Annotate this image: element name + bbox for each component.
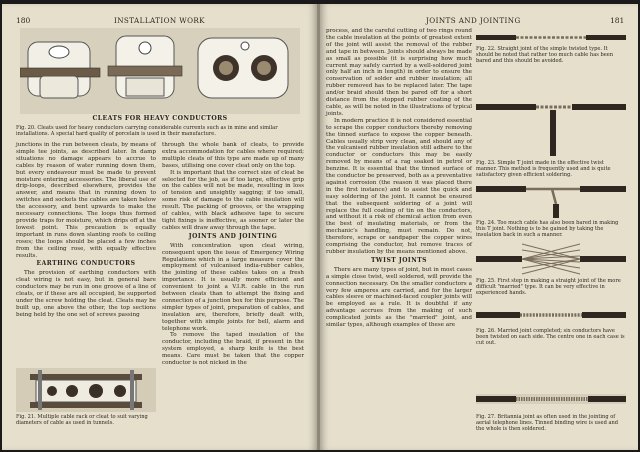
earthing-heading: EARTHING CONDUCTORS xyxy=(36,260,136,268)
right-col1-para1: process, and the careful cutting of two rings round the cable insulation at the points of greatest extent of the joint will assist the removal of the rubber and tape in between. Joints should always be made as small as possible (it is surprising how much current may safely carried by a well-soldered joint only half an inch in length) in order to ensure the conservation of solder and rubber insulation; all rubber removed has to be replaced later. The tape and/or braid should then be pared off for a short distance from the stopped rubber coating of the cable, as will be noted in the illustrations of typical joints. xyxy=(326,28,472,117)
cleat-illustration-2 xyxy=(108,36,182,98)
fig25-caption: Fig. 25. First step in making a straight joint of the more difficult "married" type. It can be very effective in experienced hands. xyxy=(476,278,621,296)
running-head-left: INSTALLATION WORK xyxy=(114,16,205,25)
twist-joints-heading: TWIST JOINTS xyxy=(370,256,428,264)
page-number-left: 180 xyxy=(16,16,31,25)
left-col2-para3: With concentration upon cleat wiring, consequent upon the issue of Emergency Wiring Regulations which in a large measure cover the employment of vulcanised india-rubber cables, the jointing of these cables takes on a fresh importance. It is usually more efficient and convenient to joint a V.I.R. cable in the run between cleats than to attempt the fixing and connection of a junction box for this purpose. The simpler types of joint, preparation of cables, and insulation are, therefore, briefly dealt with, together with simple joints for bell, alarm and telephone work. xyxy=(162,242,304,332)
fig24-illustration xyxy=(476,180,626,218)
fig22-illustration xyxy=(476,30,626,44)
left-col1-para1: junctions in the run between cleats, by means of simple tee joints, as described later. In damp situations no damage appears to accrue to cables by reason of water running down them, but every endeavour must be made to prevent moisture entering accessories. The liberal use of drip-loops, described elsewhere, provides the answer, and means that in running down to switches and sockets the cables are taken below the accessory, and bent upwards to make the necessary connections. The loops thus formed provide traps for moisture, which drips off at the lowest point. This precaution is equally important in runs down slanting roofs to ceiling roses; the loops should be placed a few inches from the ceiling rose, with equally effective results. xyxy=(16,142,156,259)
cleat-illustration-1 xyxy=(20,42,100,98)
left-col2-para2: It is important that the correct size of cleat be selected for the job, as if too large, effective grip on the cables will not be made, resulting in loss of tension and unsightly sagging; if too small, some risk of damage to the cable insulation will result. The packing of grooves, or the wrapping of cables, with black adhesive tape to secure tight fixings is ineffective, as sooner or later the cables will draw away through the tape. xyxy=(162,169,304,231)
left-column-2 xyxy=(162,142,304,367)
left-column-1 xyxy=(16,142,156,319)
fig24-caption: Fig. 24. Too much cable has also been bared in making this T joint. Nothing is to be gained by taking the insulation back in such a manner. xyxy=(476,220,619,238)
fig23-illustration xyxy=(476,72,626,158)
fig21-caption: Fig. 21. Multiple cable rack or cleat to suit varying diameters of cable as used in tunnels. xyxy=(16,414,148,426)
joints-heading: JOINTS AND JOINTING xyxy=(188,232,278,240)
fig26-caption: Fig. 26. Married joint completed; six conductors have been twisted on each side. The centre one in each case is cut out. xyxy=(476,328,625,346)
left-col1-para2: The provision of earthing conductors with cleat wiring is not easy, but in general bare conductors may be run in one groove of a line of cleats, or if these are all occupied, be supported under the screw holding the cleat. Cleats may be built up, one above the other, the top sections being held by the one set of screws passing xyxy=(16,270,156,318)
fig26-illustration xyxy=(476,304,626,326)
fig27-illustration xyxy=(476,354,626,410)
right-page xyxy=(320,4,638,450)
left-col2-para4: To remove the taped insulation of the conductor, including the braid, if present in the system employed, a sharp knife is the best means. Care must be taken that the copper conductor is not nicked in the xyxy=(162,332,304,367)
left-page xyxy=(2,4,317,450)
right-column-1 xyxy=(326,28,472,329)
right-col1-para2: In modern practice it is not considered essential to scrape the copper conductors thereby removing the tinned surface to expose the copper beneath. Cables usually strip very clean, and should any of the vulcanised rubber insulation still adhere to the conductor or conductors this may be easily removed by means of a rag soaked in petrol or benzine. It is essential that the tinned surface of the conductor be preserved, both as a preventative against corrosion (the reason it was placed there in the first instance) and to assist the quick and easy soldering of the joint. It cannot be ensured that the subsequent soldering of a joint will replace the full coating of tin on the conductors, and without it a risk of chemical action from even the best of insulating materials, or from the mechanic's handling, must remain. Do not, therefore, scrape or sandpaper the copper wires comprising the conductor, but remove traces of rubber insulation by the means mentioned above. xyxy=(326,117,472,255)
cleat-illustration-3 xyxy=(198,38,288,98)
fig21-illustration xyxy=(16,368,156,412)
page-number-right: 181 xyxy=(610,16,625,25)
fig25-illustration xyxy=(476,242,626,276)
fig22-caption: Fig. 22. Straight joint of the simple twisted type. It should be noted that rather too much cable has been bared and this should be avoided. xyxy=(476,46,614,64)
fig20-illustration xyxy=(20,28,300,114)
fig20-title: CLEATS FOR HEAVY CONDUCTORS xyxy=(92,115,228,122)
running-head-right: JOINTS AND JOINTING xyxy=(426,16,521,25)
book-spread xyxy=(2,4,638,450)
fig27-caption: Fig. 27. Britannia joint as often used in the jointing of aerial telephone lines. Tinned binding wire is used and the whole is then soldered. xyxy=(476,414,619,432)
right-col1-para3: There are many types of joint, but in most cases a simple close twist, well soldered, will provide the connection necessary. On the smaller conductors a very few amperes are carried, and for the larger cables sleeve or machined-faced coupler joints will be employed as a rule. It is doubtful if any advantage accrues from the making of such complicated joints as the "married" joint, and similar types, although examples of these are xyxy=(326,266,472,329)
fig20-caption: Fig. 20. Cleats used for heavy conductors carrying considerable currents such as in mine and similar installations. A special hard quality of porcelain is used in their manufacture. xyxy=(16,125,278,137)
fig23-caption: Fig. 23. Simple T joint made in the effective twist manner. This method is frequently used and is quite satisfactory given efficient soldering. xyxy=(476,160,611,178)
left-col2-para1: through the whole bank of cleats, to provide extra accommodation for cables where required; multiple cleats of this type are made up of many bases, utilising one cover cleat only on the top. xyxy=(162,142,304,169)
